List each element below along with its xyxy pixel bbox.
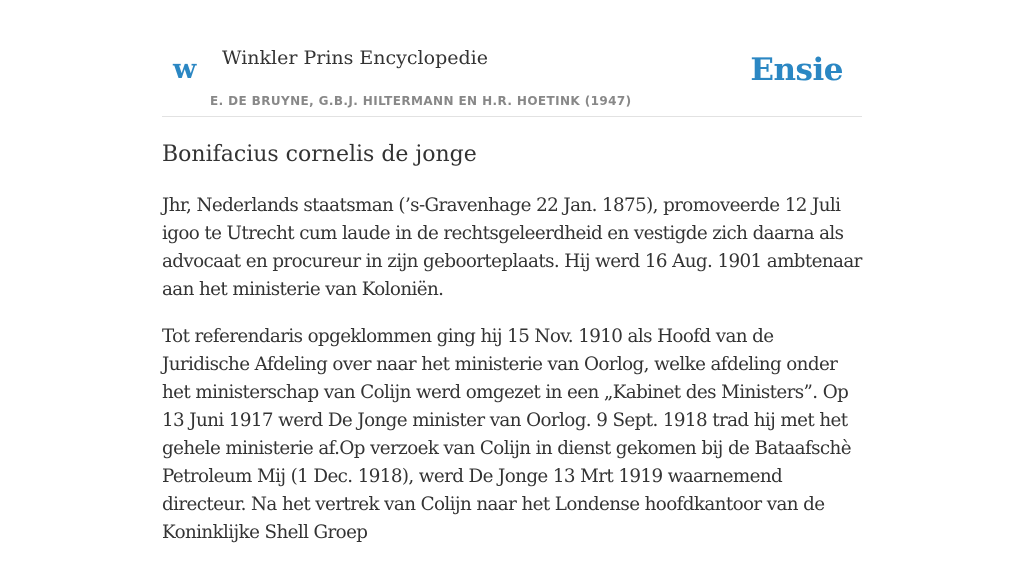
ensie-brand-logo[interactable]: Ensie	[750, 52, 843, 88]
article-paragraph: Jhr, Nederlands staatsman (’s-Gravenhage 22 Jan. 1875), promoveerde 12 Juli igoo te Utrecht cum laude in de rechtsgeleerdheid en vestigde zich daarna als advocaat en procureur in zijn geboorteplaats. Hij werd 16 Aug. 1901 ambtenaar aan het ministerie van Koloniën.	[162, 195, 862, 300]
source-authors: E. DE BRUYNE, G.B.J. HILTERMANN EN H.R. HOETINK (1947)	[210, 94, 632, 108]
winkler-prins-logo-icon[interactable]: w	[173, 54, 197, 85]
source-header	[162, 0, 862, 117]
article-body	[162, 192, 862, 566]
source-title[interactable]: Winkler Prins Encyclopedie	[222, 47, 488, 69]
article-paragraph: Tot referendaris opgeklommen ging hij 15 Nov. 1910 als Hoofd van de Juridische Afdeling over naar het ministerie van Oorlog, welke afdeling onder het ministerschap van Colijn werd omgezet in een „Kabinet des Ministers”. Op 13 Juni 1917 werd De Jonge minister van Oorlog. 9 Sept. 1918 trad hij met het gehele ministerie af.Op verzoek van Colijn in dienst gekomen bij de Bataafschè Petroleum Mij (1 Dec. 1918), werd De Jonge 13 Mrt 1919 waarnemend directeur. Na het vertrek van Colijn naar het Londense hoofdkantoor van de Koninklijke Shell Groep	[162, 326, 851, 543]
article-title: Bonifacius cornelis de jonge	[162, 142, 477, 167]
